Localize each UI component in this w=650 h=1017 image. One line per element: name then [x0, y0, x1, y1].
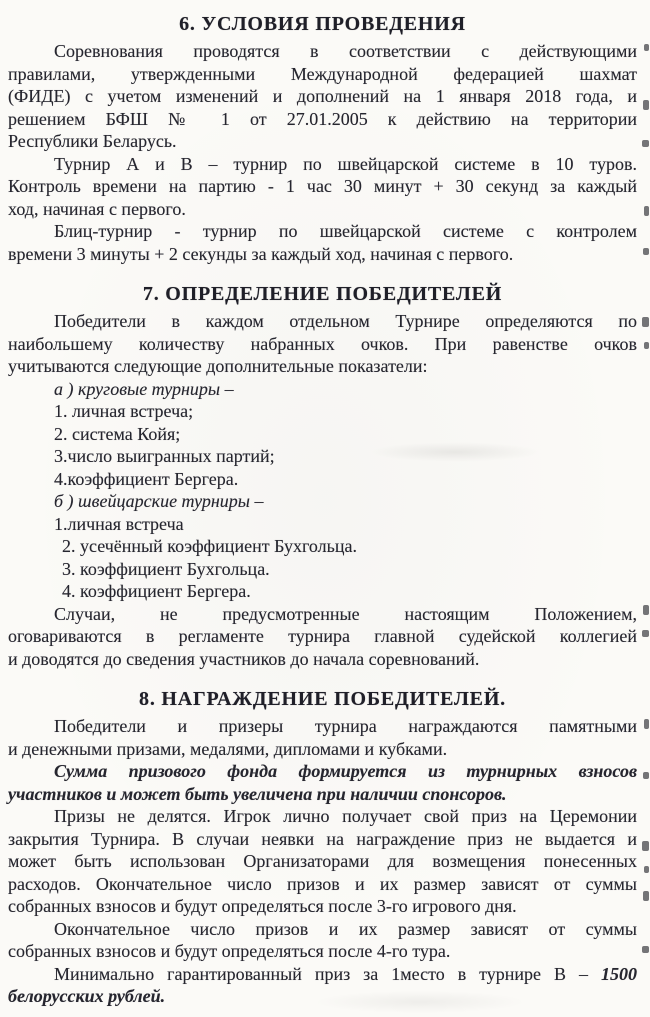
scan-edge-mark — [644, 866, 649, 873]
text-line: Соревнования проводятся в соответствии с действующими — [54, 41, 637, 61]
para-unforeseen-cases — [8, 603, 637, 671]
scan-edge-mark — [642, 140, 649, 147]
text-line: решением БФШ № 1 от 27.01.2005 к действию на территории — [8, 108, 637, 129]
para-tournament-ab — [8, 153, 637, 221]
text-line: Контроль времени на партию - 1 час 30 минут + 30 секунд за каждый — [8, 176, 637, 196]
scan-edge-mark — [643, 605, 649, 615]
text-line: собранных взносов и будут определяться после 3-го игрового дня. — [8, 896, 517, 916]
list-item: 4. коэффициент Бергера. — [62, 581, 251, 601]
list-label-round-robin: а ) круговые турниры – — [54, 378, 234, 399]
list-item: 1.личная встреча — [54, 513, 184, 534]
text-line: Блиц-турнир - турнир по швейцарской системе с контролем — [54, 221, 637, 241]
text-line: оговариваются в регламенте турнира главной судейской коллегией — [8, 626, 637, 646]
text-line: и доводятся до сведения участников до начала соревнований. — [8, 648, 480, 669]
para-fide-rules — [8, 40, 637, 153]
list-label-swiss: б ) швейцарские турниры – — [54, 491, 264, 511]
text-line: Победители в каждом отдельном Турнире определяются по — [54, 311, 637, 331]
scan-edge-mark — [643, 100, 649, 110]
para-winners — [8, 310, 637, 378]
text-line: и денежными призами, медалями, дипломами и кубками. — [8, 738, 448, 759]
text-line: Сумма призового фонда формируется из турнирных взносов — [54, 761, 637, 781]
scan-edge-mark — [644, 206, 649, 216]
text-line — [8, 963, 637, 986]
text-line — [8, 985, 637, 1008]
scan-edge-mark — [642, 946, 649, 953]
text-line: расходов. Окончательное число призов и их размер зависят от суммы — [8, 873, 637, 894]
scan-edge-mark — [644, 44, 649, 51]
text-line: закрытия Турнира. В случаи неявки на награждение приз не выдается и — [8, 828, 637, 849]
text-line: времени 3 минуты + 2 секунды за каждый ход, начиная с первого. — [8, 243, 514, 264]
para-prize-rules — [8, 805, 637, 918]
text-line: участников и может быть увеличена при наличии спонсоров. — [8, 783, 507, 804]
para-guaranteed-prize — [8, 963, 637, 1008]
text-line: наибольшему количеству набранных очков. При равенстве очков — [8, 333, 637, 354]
text-line: (ФИДЕ) с учетом изменений и дополнений на 1 января 2018 года, и — [8, 86, 637, 106]
list-item: 1. личная встреча; — [54, 401, 194, 421]
text-run: белорусских рублей. — [8, 986, 166, 1006]
scan-edge-mark — [642, 630, 649, 637]
text-run: Минимально гарантированный приз за 1место в турнире В – — [54, 963, 601, 984]
scan-edge-mark — [642, 317, 649, 327]
scan-edge-mark — [644, 342, 649, 349]
text-line: Победители и призеры турнира награждаются памятными — [54, 716, 637, 736]
text-line: собранных взносов и будут определяться после 4-го тура. — [8, 941, 451, 961]
scan-edge-mark — [644, 719, 649, 729]
text-line: Окончательное число призов и их размер зависят от суммы — [54, 918, 637, 939]
list-item: 3. коэффициент Бухгольца. — [62, 558, 270, 579]
section-8-heading: 8. НАГРАЖДЕНИЕ ПОБЕДИТЕЛЕЙ. — [139, 688, 506, 710]
list-item: 3.число выигранных партий; — [54, 446, 275, 466]
text-line: ход, начиная с первого. — [8, 198, 186, 219]
list-item: 2. усечённый коэффициент Бухгольца. — [62, 536, 357, 556]
text-line: может быть использован Организаторами для возмещения понесенных — [8, 851, 637, 871]
list-item: 2. система Койя; — [54, 423, 181, 444]
document-body — [0, 12, 650, 1008]
text-line: Республики Беларусь. — [8, 131, 177, 151]
scan-edge-mark — [643, 772, 649, 779]
list-item: 4.коэффициент Бергера. — [54, 468, 239, 489]
scan-edge-mark — [643, 891, 649, 901]
para-prize-fund — [8, 760, 637, 805]
text-line: Турнир А и В – турнир по швейцарской системе в 10 туров. — [54, 153, 637, 174]
para-final-prizes — [8, 918, 637, 963]
section-7-heading: 7. ОПРЕДЕЛЕНИЕ ПОБЕДИТЕЛЕЙ — [142, 283, 503, 305]
para-prizes-overview — [8, 715, 637, 760]
text-run: 1500 — [601, 963, 637, 984]
scan-edge-mark — [643, 248, 649, 255]
text-line: Призы не делятся. Игрок лично получает свой приз на Церемонии — [54, 806, 637, 826]
scan-edge-mark — [642, 841, 649, 851]
text-line: учитываются следующие дополнительные показатели: — [8, 356, 428, 376]
text-line: правилами, утвержденными Международной федерацией шахмат — [8, 63, 637, 84]
section-6-heading: 6. УСЛОВИЯ ПРОВЕДЕНИЯ — [179, 13, 466, 35]
para-blitz — [8, 220, 637, 265]
text-line: Случаи, не предусмотренные настоящим Положением, — [54, 603, 637, 624]
